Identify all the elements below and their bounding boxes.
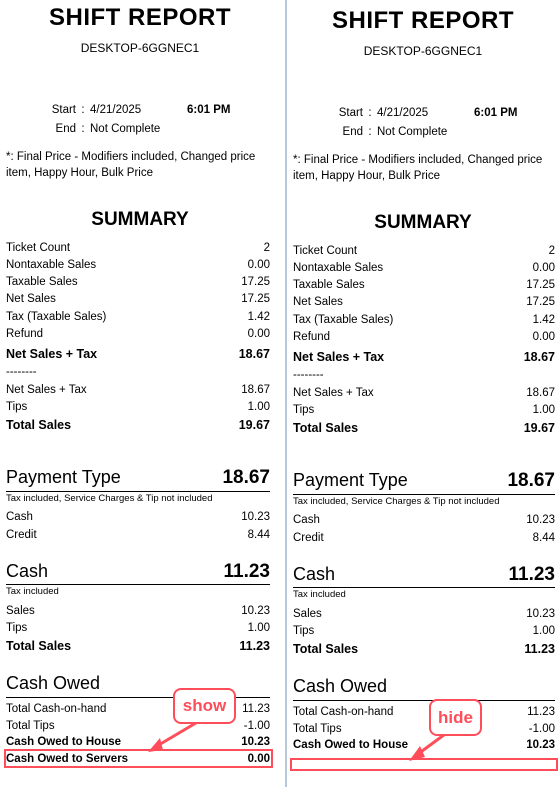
summary-row: Ticket Count 2 [293,245,555,257]
summary-row: Tax (Taxable Sales) 1.42 [6,311,270,323]
cash-owed-header: Cash Owed [293,676,388,696]
summary-row: Net Sales + Tax 18.67 [6,384,270,396]
start-time: 6:01 PM [187,104,231,116]
summary-row: Refund 0.00 [293,331,555,343]
cash-rule [293,587,555,588]
start-line: Start : 4/21/2025 [338,107,429,119]
summary-row: Nontaxable Sales 0.00 [293,262,555,274]
payment-row: Credit 8.44 [293,532,555,544]
summary-row-total-sales: Total Sales 19.67 [6,418,270,432]
payment-row: Credit 8.44 [6,529,270,541]
end-line: End : Not Complete [38,123,160,135]
summary-row: Net Sales + Tax 18.67 [293,387,555,399]
summary-row: Net Sales 17.25 [6,293,270,305]
payment-sub: Tax included, Service Charges & Tip not included [293,496,500,507]
dash-separator: -------- [6,366,37,378]
cash-row-total: Total Sales 11.23 [6,639,270,653]
cash-sub: Tax included [293,589,346,600]
start-label: Start [51,104,76,116]
price-note: *: Final Price - Modifiers included, Changed price item, Happy Hour, Bulk Price [293,154,543,182]
cash-header: Cash 11.23 [6,561,270,582]
show-highlight-box [4,749,273,768]
summary-row: Taxable Sales 17.25 [293,279,555,291]
start-line: Start : 4/21/2025 [38,104,141,116]
payment-row: Cash 10.23 [6,511,270,523]
owed-row-house: Cash Owed to House 10.23 [6,736,270,748]
cash-sub: Tax included [6,586,59,597]
owed-row: Total Tips -1.00 [6,720,270,732]
dash-separator: -------- [293,369,324,381]
summary-row: Tips 1.00 [293,404,555,416]
show-callout: show [173,688,236,724]
payment-type-header: Payment Type 18.67 [293,470,555,491]
hide-highlight-box [290,758,558,771]
summary-row: Nontaxable Sales 0.00 [6,259,270,271]
summary-row: Tax (Taxable Sales) 1.42 [293,314,555,326]
payment-rule [293,494,555,495]
cash-row: Tips 1.00 [6,622,270,634]
end-value: Not Complete [90,123,161,135]
cash-header: Cash 11.23 [293,564,555,585]
summary-row: Taxable Sales 17.25 [6,276,270,288]
summary-row: Tips 1.00 [6,401,270,413]
cash-row-total: Total Sales 11.23 [293,642,555,656]
hide-callout: hide [429,699,482,736]
summary-row: Refund 0.00 [6,328,270,340]
owed-row: Total Tips -1.00 [293,723,555,735]
shift-report-right [287,0,559,787]
owed-rule [293,700,555,701]
device-name: DESKTOP-6GGNEC1 [80,41,200,55]
summary-row-net-sales-tax: Net Sales + Tax 18.67 [6,347,270,361]
payment-sub: Tax included, Service Charges & Tip not included [6,493,213,504]
price-note: *: Final Price - Modifiers included, Changed price item, Happy Hour, Bulk Price [6,151,256,179]
cash-row: Sales 10.23 [293,608,555,620]
end-label: End [55,123,76,135]
start-time: 6:01 PM [474,107,518,119]
cash-row: Sales 10.23 [6,605,270,617]
start-date: 4/21/2025 [90,104,142,116]
summary-row-net-sales-tax: Net Sales + Tax 18.67 [293,350,555,364]
summary-row: Ticket Count 2 [6,242,270,254]
owed-row: Total Cash-on-hand 11.23 [6,703,270,715]
summary-row-total-sales: Total Sales 19.67 [293,421,555,435]
payment-row: Cash 10.23 [293,514,555,526]
owed-row-servers: Cash Owed to Servers 0.00 [6,753,270,765]
payment-type-header: Payment Type 18.67 [6,467,270,488]
summary-title: SUMMARY [374,212,472,233]
cash-rule [6,584,270,585]
owed-row-house: Cash Owed to House 10.23 [293,739,555,751]
cash-owed-header: Cash Owed [6,673,101,693]
owed-row: Total Cash-on-hand 11.23 [293,706,555,718]
device-name: DESKTOP-6GGNEC1 [363,44,483,58]
summary-title: SUMMARY [91,209,189,230]
end-line: End : Not Complete [342,126,448,138]
cash-row: Tips 1.00 [293,625,555,637]
report-title: SHIFT REPORT [48,4,231,31]
summary-row: Net Sales 17.25 [293,296,555,308]
report-title: SHIFT REPORT [331,7,514,34]
payment-rule [6,491,270,492]
